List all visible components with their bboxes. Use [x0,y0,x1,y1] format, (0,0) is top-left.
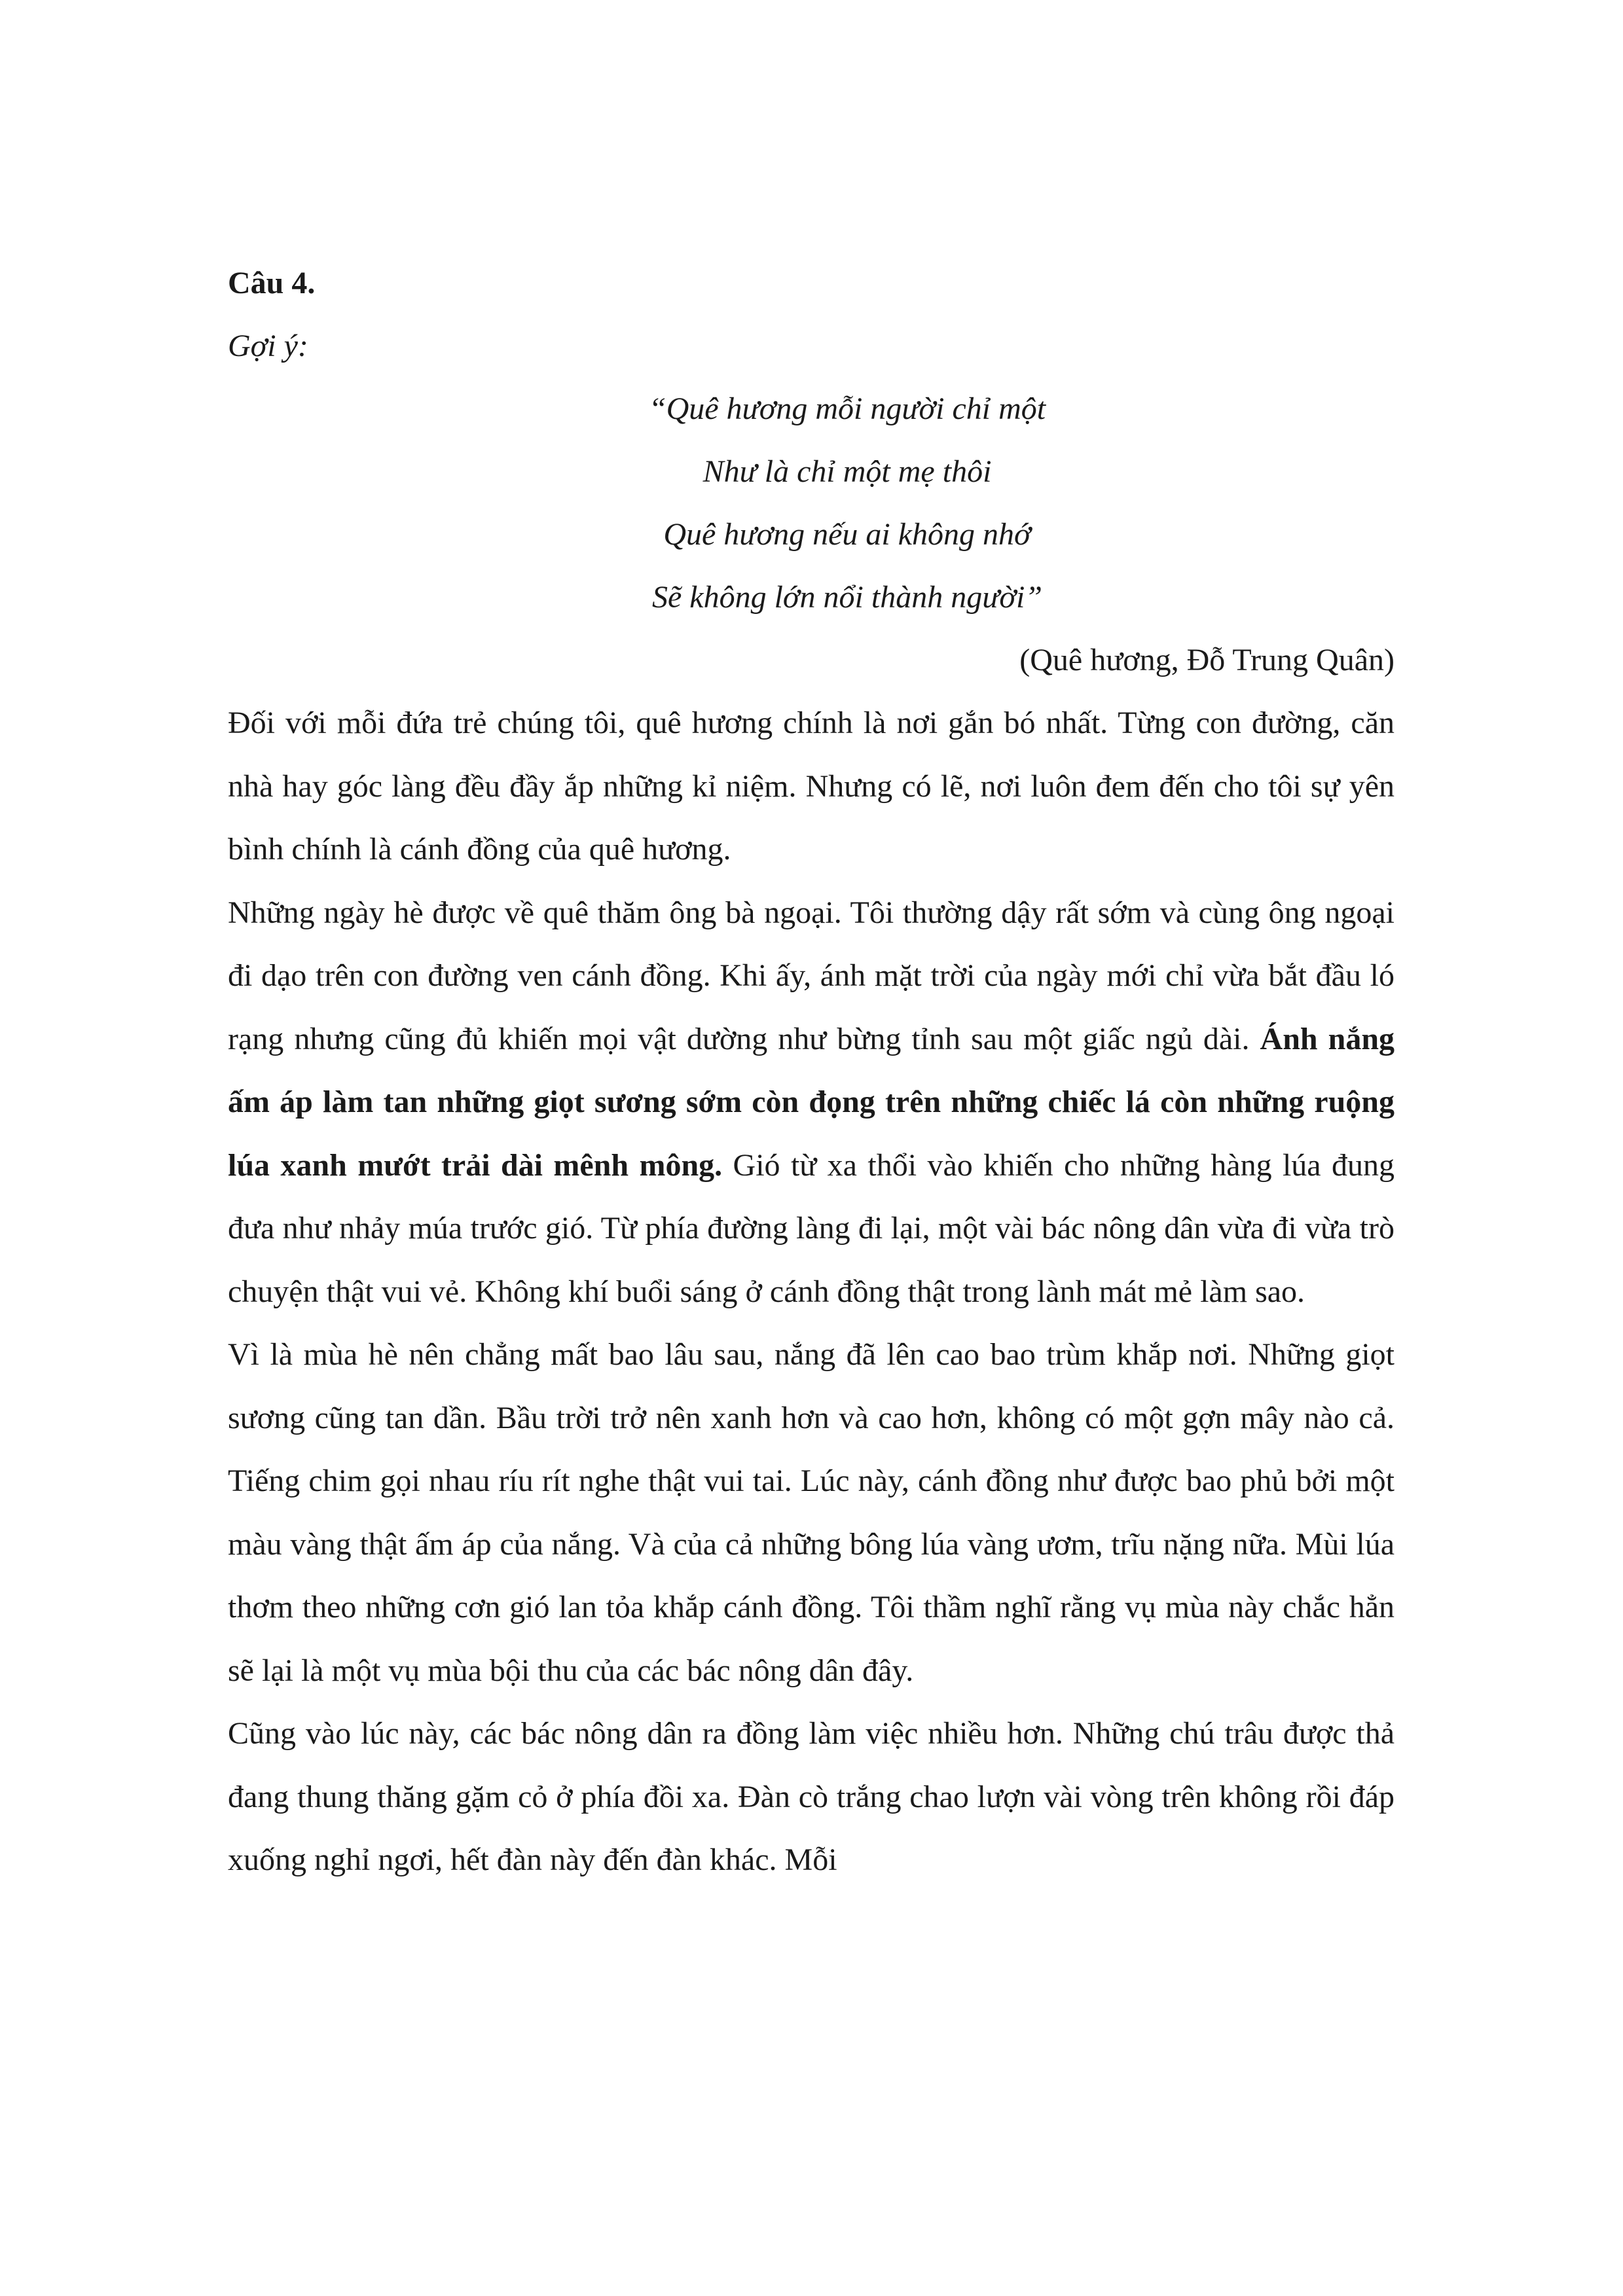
document-page [228,252,1395,1892]
poem-line: Quê hương nếu ai không nhớ [663,517,1031,552]
paragraph-morning-bold: Ánh nắng ấm áp làm tan những giọt sương sớm còn đọng trên những chiếc lá còn những ruộng lúa xanh mướt trải dài mênh mông. [228,1021,1395,1183]
paragraph-morning-start: Những ngày hè được về quê thăm ông bà ngoại. Tôi thường dậy rất sớm và cùng ông ngoại đi dạo trên con đường ven cánh đồng. Khi ấy, ánh mặt trời của ngày mới chỉ vừa bắt đầu ló rạng nhưng cũng đủ khiến mọi vật dường như bừng tỉnh sau một giấc ngủ dài. [228,895,1395,1056]
poem-line: “Quê hương mỗi người chỉ một [648,391,1046,426]
paragraph-morning-end: Gió từ xa thổi vào khiến cho những hàng lúa đung đưa như nhảy múa trước gió. Từ phía đường làng đi lại, một vài bác nông dân vừa đi vừa trò chuyện thật vui vẻ. Không khí buổi sáng ở cánh đồng thật trong lành mát mẻ làm sao. [228,1147,1395,1309]
paragraph-summer: Vì là mùa hè nên chẳng mất bao lâu sau, nắng đã lên cao bao trùm khắp nơi. Những giọt sương cũng tan dần. Bầu trời trở nên xanh hơn và cao hơn, không có một gợn mây nào cả. Tiếng chim gọi nhau ríu rít nghe thật vui tai. Lúc này, cánh đồng như được bao phủ bởi một màu vàng thật ấm áp của nắng. Và của cả những bông lúa vàng ươm, trĩu nặng nữa. Mùi lúa thơm theo những cơn gió lan tỏa khắp cánh đồng. Tôi thầm nghĩ rằng vụ mùa này chắc hẳn sẽ lại là một vụ mùa bội thu của các bác nông dân đây. [228,1337,1395,1688]
hint-label: Gợi ý: [228,329,308,363]
poem-source: (Quê hương, Đỗ Trung Quân) [1019,643,1395,677]
poem-block [228,378,1395,629]
paragraph-morning [228,882,1395,1324]
poem-line: Như là chỉ một mẹ thôi [702,454,992,489]
paragraph-intro: Đối với mỗi đứa trẻ chúng tôi, quê hương chính là nơi gắn bó nhất. Từng con đường, căn nhà hay góc làng đều đầy ắp những kỉ niệm. Nhưng có lẽ, nơi luôn đem đến cho tôi sự yên bình chính là cánh đồng của quê hương. [228,706,1395,867]
poem-line: Sẽ không lớn nổi thành người” [651,580,1043,615]
question-heading: Câu 4. [228,266,316,300]
paragraph-farmers: Cũng vào lúc này, các bác nông dân ra đồng làm việc nhiều hơn. Những chú trâu được thả đang thung thăng gặm cỏ ở phía đồi xa. Đàn cò trắng chao lượn vài vòng trên không rồi đáp xuống nghỉ ngơi, hết đàn này đến đàn khác. Mỗi [228,1716,1395,1877]
